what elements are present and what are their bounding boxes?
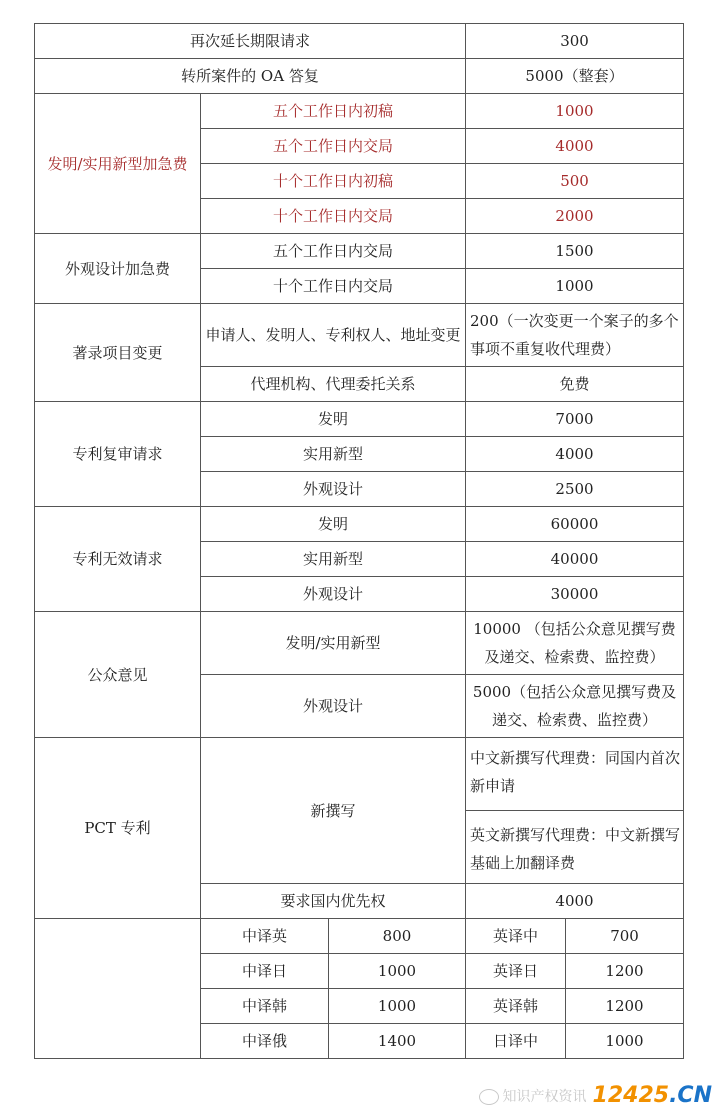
fee-cell: 60000 — [466, 507, 684, 542]
item-cell: 实用新型 — [201, 542, 466, 577]
lang-cell: 日译中 — [466, 1024, 566, 1059]
fee-cell: 5000（包括公众意见撰写费及递交、检索费、监控费） — [466, 675, 684, 738]
fee-cell: 40000 — [466, 542, 684, 577]
lang-cell: 英译中 — [466, 919, 566, 954]
fee-cell: 500 — [466, 164, 684, 199]
table-row — [35, 234, 684, 269]
item-cell: 五个工作日内初稿 — [201, 94, 466, 129]
category-cell: PCT 专利 — [35, 738, 201, 919]
fee-cell: 800 — [329, 919, 466, 954]
category-cell — [35, 919, 201, 1059]
fee-cell: 中文新撰写代理费：同国内首次新申请 — [466, 738, 684, 811]
category-cell: 专利复审请求 — [35, 402, 201, 507]
item-cell: 再次延长期限请求 — [35, 24, 466, 59]
table-row — [35, 304, 684, 367]
item-cell: 十个工作日内交局 — [201, 199, 466, 234]
fee-cell: 1400 — [329, 1024, 466, 1059]
item-cell: 代理机构、代理委托关系 — [201, 367, 466, 402]
fee-cell: 4000 — [466, 437, 684, 472]
table-row — [35, 94, 684, 129]
fee-cell: 30000 — [466, 577, 684, 612]
item-cell: 申请人、发明人、专利权人、地址变更 — [201, 304, 466, 367]
item-cell: 发明 — [201, 507, 466, 542]
category-cell: 著录项目变更 — [35, 304, 201, 402]
site-logo: 12425.CN — [592, 1083, 712, 1108]
item-cell: 外观设计 — [201, 472, 466, 507]
fee-cell: 5000（整套） — [466, 59, 684, 94]
fee-cell: 1000 — [329, 954, 466, 989]
table-row — [35, 402, 684, 437]
table-row — [35, 738, 684, 811]
fee-cell: 1000 — [329, 989, 466, 1024]
category-cell: 外观设计加急费 — [35, 234, 201, 304]
item-cell: 十个工作日内交局 — [201, 269, 466, 304]
fee-cell: 免费 — [466, 367, 684, 402]
lang-cell: 中译韩 — [201, 989, 329, 1024]
item-cell: 实用新型 — [201, 437, 466, 472]
fee-cell: 4000 — [466, 129, 684, 164]
fee-cell: 2500 — [466, 472, 684, 507]
fee-cell: 10000 （包括公众意见撰写费及递交、检索费、监控费） — [466, 612, 684, 675]
table-row — [35, 59, 684, 94]
lang-cell: 英译日 — [466, 954, 566, 989]
fee-cell: 1000 — [466, 94, 684, 129]
category-cell: 专利无效请求 — [35, 507, 201, 612]
fee-cell: 1500 — [466, 234, 684, 269]
fee-cell: 2000 — [466, 199, 684, 234]
item-cell: 五个工作日内交局 — [201, 129, 466, 164]
fee-cell: 700 — [566, 919, 684, 954]
category-cell: 发明/实用新型加急费 — [35, 94, 201, 234]
table-row — [35, 507, 684, 542]
item-cell: 五个工作日内交局 — [201, 234, 466, 269]
fee-cell: 300 — [466, 24, 684, 59]
fee-cell: 1000 — [466, 269, 684, 304]
fee-table — [34, 23, 684, 1059]
fee-cell: 200（一次变更一个案子的多个事项不重复收代理费） — [466, 304, 684, 367]
item-cell: 转所案件的 OA 答复 — [35, 59, 466, 94]
fee-cell: 7000 — [466, 402, 684, 437]
lang-cell: 中译日 — [201, 954, 329, 989]
table-row — [35, 919, 684, 954]
item-cell: 十个工作日内初稿 — [201, 164, 466, 199]
fee-cell: 4000 — [466, 884, 684, 919]
item-cell: 外观设计 — [201, 675, 466, 738]
watermark — [479, 1083, 712, 1108]
lang-cell: 中译英 — [201, 919, 329, 954]
item-cell: 外观设计 — [201, 577, 466, 612]
fee-cell: 英文新撰写代理费：中文新撰写基础上加翻译费 — [466, 811, 684, 884]
wechat-watermark: 知识产权资讯 — [479, 1086, 587, 1106]
item-cell: 要求国内优先权 — [201, 884, 466, 919]
item-cell: 发明 — [201, 402, 466, 437]
lang-cell: 英译韩 — [466, 989, 566, 1024]
category-cell: 公众意见 — [35, 612, 201, 738]
wechat-icon — [479, 1089, 499, 1105]
fee-cell: 1200 — [566, 989, 684, 1024]
table-row — [35, 612, 684, 675]
fee-cell: 1000 — [566, 1024, 684, 1059]
table-row — [35, 24, 684, 59]
lang-cell: 中译俄 — [201, 1024, 329, 1059]
fee-cell: 1200 — [566, 954, 684, 989]
item-cell: 发明/实用新型 — [201, 612, 466, 675]
item-cell: 新撰写 — [201, 738, 466, 884]
